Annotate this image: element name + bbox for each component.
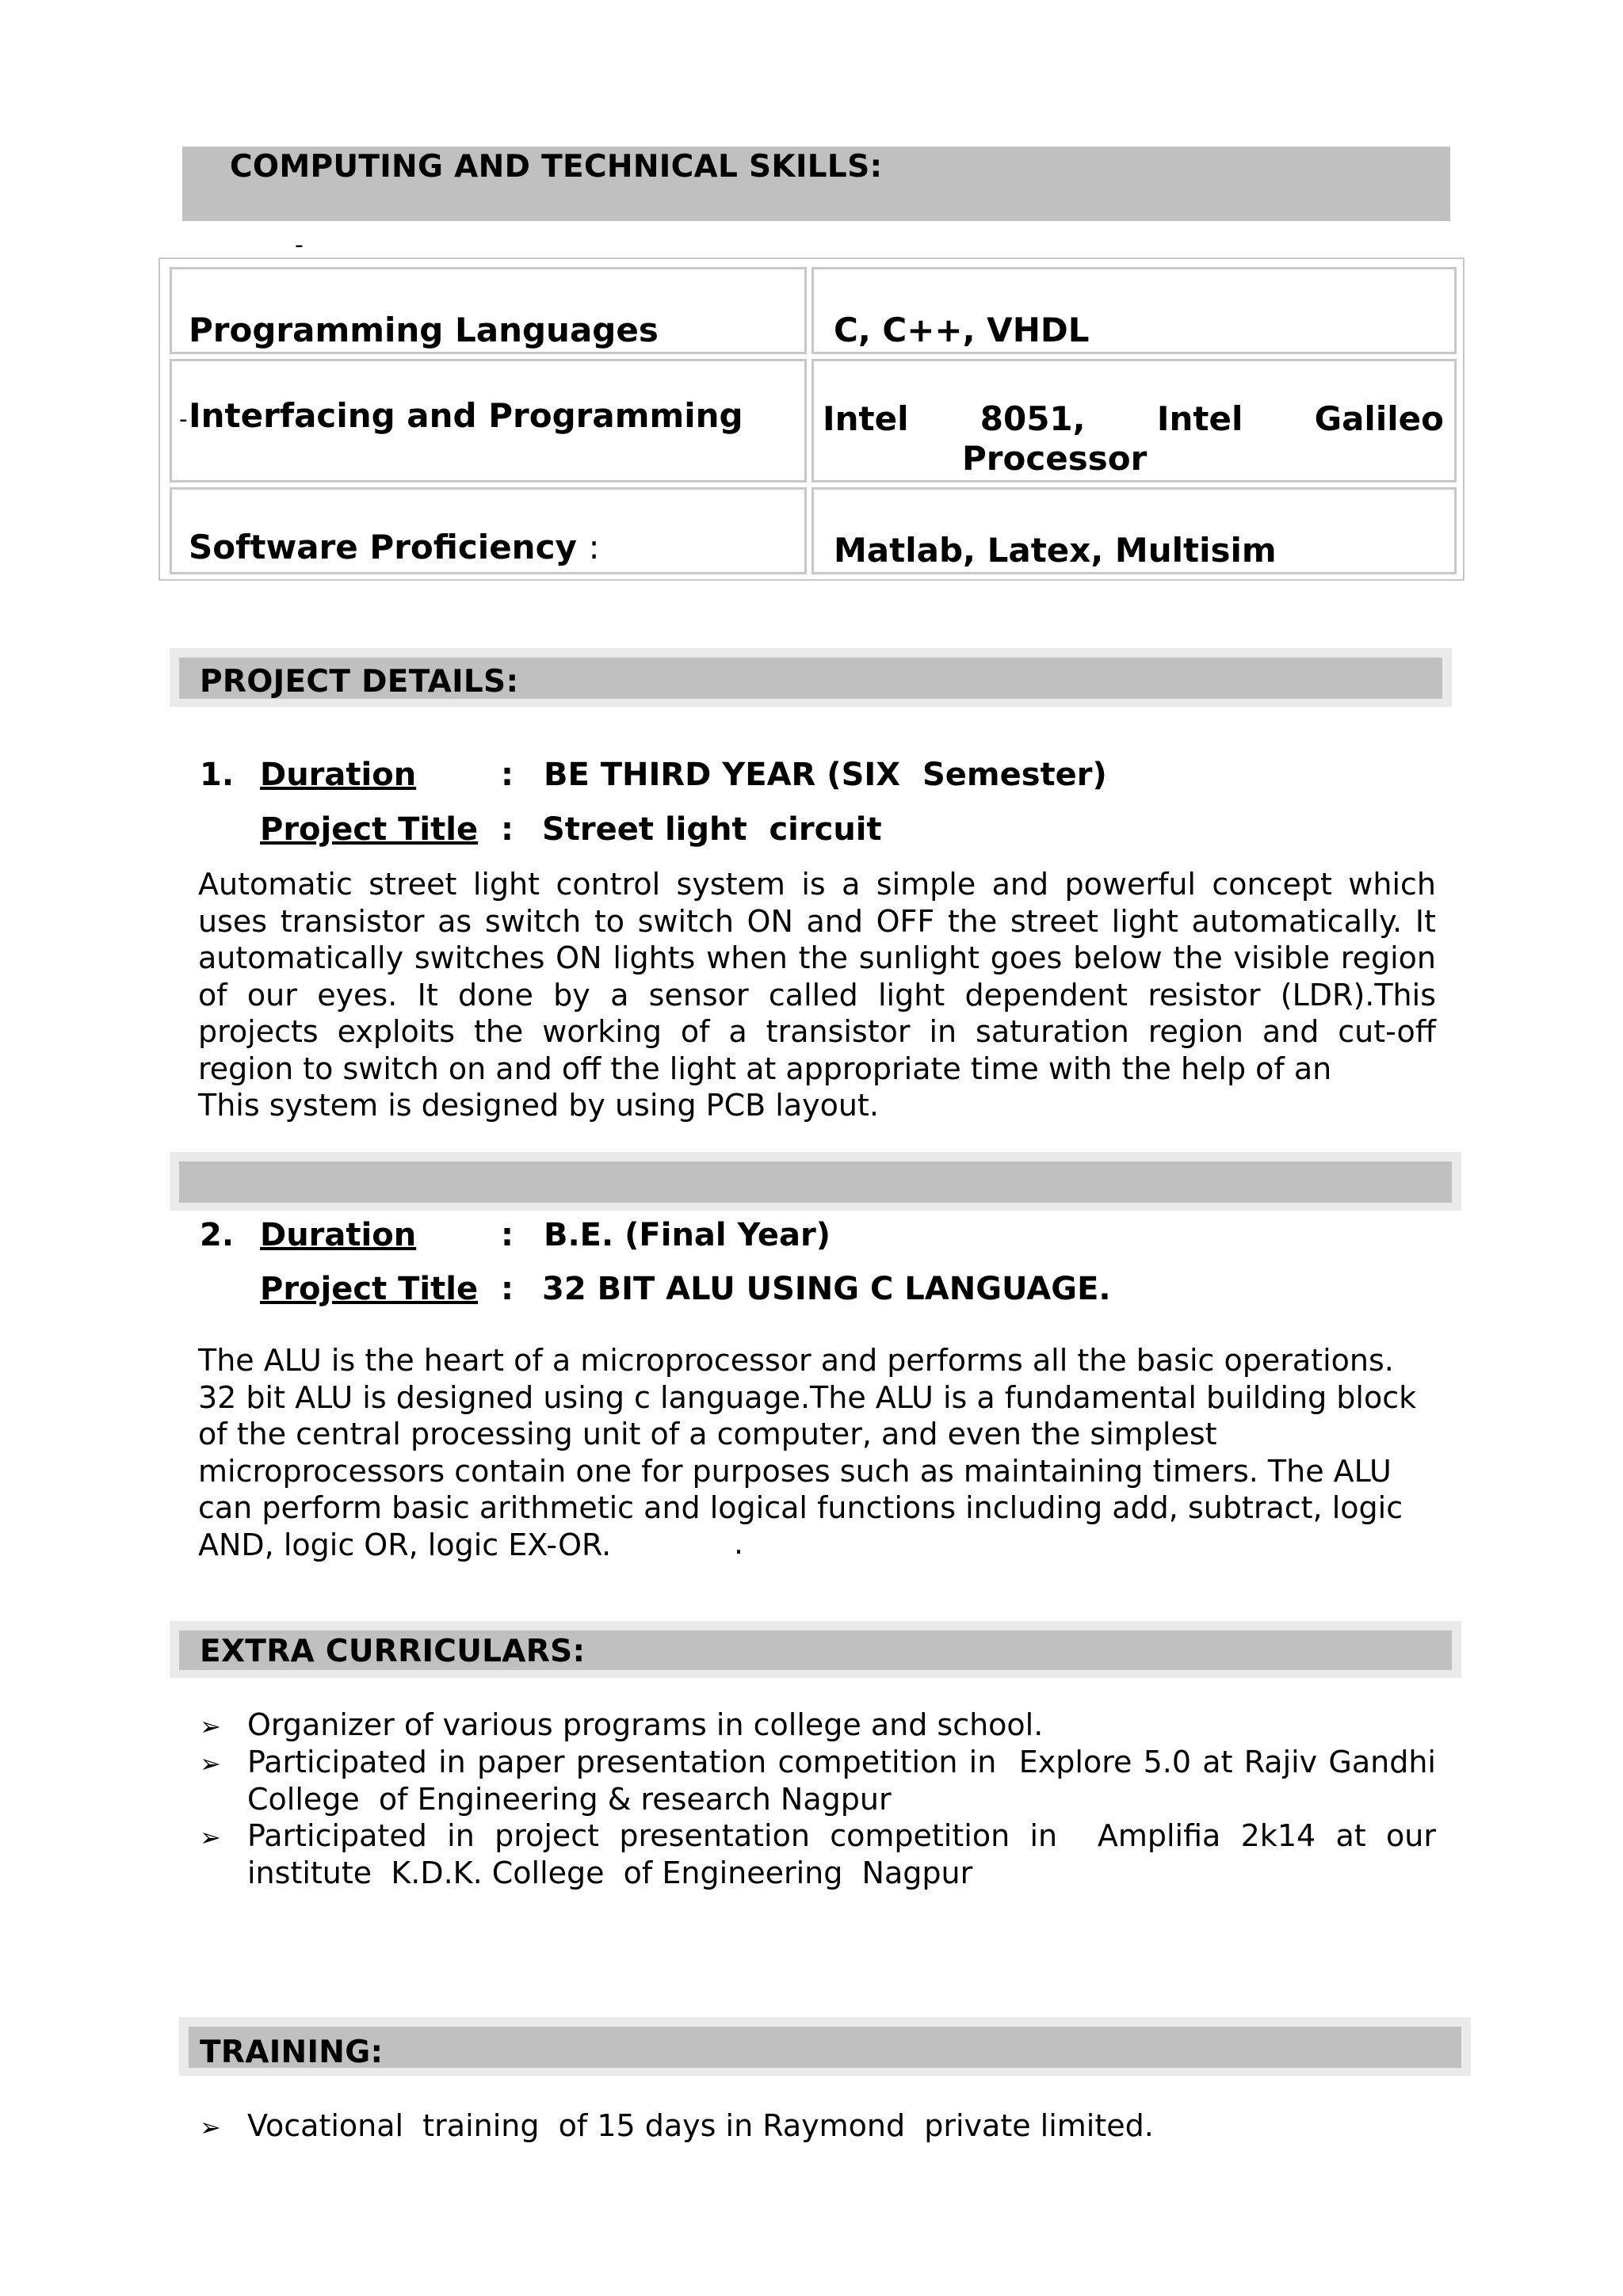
project-1-desc-line: automatically switches ON lights when the sunlight goes below the visible region <box>198 940 1436 975</box>
extra-bullet-1: ➢ <box>200 1711 221 1741</box>
extra-bullet-3: ➢ <box>200 1822 221 1852</box>
project-1-title-colon: : <box>501 811 514 848</box>
project-2-title-colon: : <box>501 1271 514 1307</box>
software-label-colon: : <box>588 528 600 566</box>
project-2-number: 2. <box>200 1217 235 1253</box>
stray-mark: - <box>295 231 304 259</box>
project-1-number: 1. <box>200 757 235 793</box>
project-2-duration-label: Duration <box>260 1217 417 1253</box>
skills-value-interfacing-line1 <box>823 399 1444 438</box>
extra-item-1 <box>247 1707 1436 1744</box>
project-2-description <box>198 1342 1450 1563</box>
training-item-1-line: Vocational training of 15 days in Raymond private limited. <box>247 2108 1154 2143</box>
extra-item-1-line: Organizer of various programs in college and school. <box>247 1707 1044 1742</box>
project-1-desc-line: projects exploits the working of a transistor in saturation region and cut-off <box>198 1014 1436 1049</box>
project-2-title-label: Project Title <box>260 1271 479 1307</box>
training-heading: TRAINING: <box>200 2035 384 2070</box>
project-2-desc-line: microprocessors contain one for purposes such as maintaining timers. The ALU <box>198 1453 1392 1489</box>
project-2-desc-line: of the central processing unit of a computer, and even the simplest <box>198 1417 1217 1451</box>
project-heading: PROJECT DETAILS: <box>200 664 519 700</box>
project-1-duration-value: BE THIRD YEAR (SIX Semester) <box>544 757 1107 793</box>
extra-item-2-line: College of Engineering & research Nagpur <box>247 1781 892 1817</box>
project-1-title-label: Project Title <box>260 811 479 848</box>
extra-item-3-line: institute K.D.K. College of Engineering Nagpur <box>247 1855 973 1890</box>
project-2-trailing-dot: . <box>734 1526 744 1561</box>
project-2-desc-line: The ALU is the heart of a microprocessor and performs all the basic operations. <box>198 1343 1394 1378</box>
skills-label-programming-languages: Programming Languages <box>189 311 659 349</box>
project-1-desc-line: of our eyes. It done by a sensor called light dependent resistor (LDR).This <box>198 977 1436 1013</box>
project-2-duration-value: B.E. (Final Year) <box>544 1217 831 1253</box>
interfacing-word-1: Intel <box>823 399 909 438</box>
separator-band <box>179 1161 1452 1203</box>
project-2-title-value: 32 BIT ALU USING C LANGUAGE. <box>542 1271 1111 1307</box>
project-2-desc-line: 32 bit ALU is designed using c language.The ALU is a fundamental building block <box>198 1379 1417 1415</box>
interfacing-word-4: Galileo <box>1314 399 1444 438</box>
training-bullet-1: ➢ <box>200 2112 221 2142</box>
skills-label-interfacing: Interfacing and Programming <box>189 396 743 435</box>
training-item-1 <box>247 2107 1436 2145</box>
software-label-text: Software Proficiency <box>189 528 577 566</box>
extra-item-2-line: Participated in paper presentation competition in Explore 5.0 at Rajiv Gandhi <box>247 1745 1436 1779</box>
project-1-desc-line: This system is designed by using PCB layout. <box>198 1088 879 1123</box>
project-1-duration-label: Duration <box>260 757 417 793</box>
skills-value-programming-languages: C, C++, VHDL <box>834 311 1090 349</box>
project-1-desc-line: uses transistor as switch to switch ON and OFF the street light automatically. It <box>198 903 1436 939</box>
project-1-title-value: Street light circuit <box>542 811 882 848</box>
skills-heading: COMPUTING AND TECHNICAL SKILLS: <box>230 149 883 185</box>
skills-value-software-proficiency: Matlab, Latex, Multisim <box>834 531 1277 570</box>
interfacing-word-2: 8051, <box>980 399 1086 438</box>
project-2-desc-line: can perform basic arithmetic and logical functions including add, subtract, logic <box>198 1490 1403 1525</box>
extra-item-3-line: Participated in project presentation competition in Amplifia 2k14 at our <box>247 1818 1436 1853</box>
interfacing-word-3: Intel <box>1156 399 1243 438</box>
extra-item-2 <box>247 1744 1436 1817</box>
extra-item-3 <box>247 1817 1436 1891</box>
skills-value-interfacing-line2: Processor <box>962 439 1148 478</box>
skills-label-software-proficiency <box>189 528 600 566</box>
extra-heading: EXTRA CURRICULARS: <box>200 1634 586 1669</box>
project-1-desc-line: region to switch on and off the light at appropriate time with the help of an <box>198 1051 1332 1086</box>
project-1-duration-colon: : <box>501 757 514 793</box>
project-1-description <box>198 866 1436 1124</box>
project-1-desc-line: Automatic street light control system is a simple and powerful concept which <box>198 867 1436 902</box>
project-2-desc-line: AND, logic OR, logic EX-OR. <box>198 1527 612 1562</box>
extra-bullet-2: ➢ <box>200 1749 221 1779</box>
skills-label-prefix: - <box>179 406 188 433</box>
project-2-duration-colon: : <box>501 1217 514 1253</box>
